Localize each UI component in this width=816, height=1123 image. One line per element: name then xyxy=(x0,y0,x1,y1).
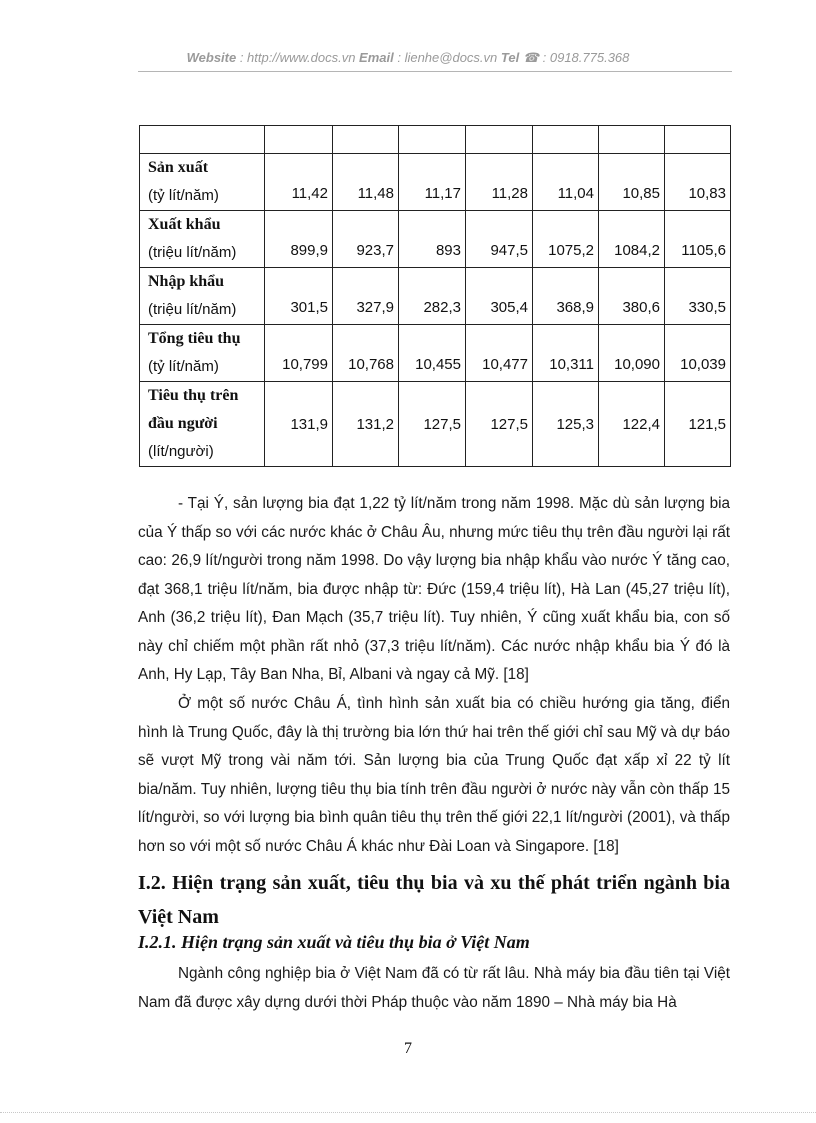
row-name: Sản xuất xyxy=(148,159,209,176)
row-name: Xuất khẩu xyxy=(148,216,221,233)
table-row xyxy=(140,154,731,211)
table-cell: 368,9 xyxy=(533,268,599,325)
table-cell: 1075,2 xyxy=(533,211,599,268)
tel-label: Tel xyxy=(500,50,520,65)
email-address[interactable]: : lienhe@docs.vn xyxy=(393,50,501,65)
table-cell: 122,4 xyxy=(599,382,665,467)
row-unit: (tỷ lít/năm) xyxy=(148,187,219,204)
section-heading: I.2. Hiện trạng sản xuất, tiêu thụ bia và xu thế phát triển ngành bia Việt Nam xyxy=(138,872,730,928)
table-cell: 10,83 xyxy=(665,154,731,211)
table-cell: 127,5 xyxy=(399,382,466,467)
row-label xyxy=(140,211,265,268)
row-label xyxy=(140,154,265,211)
row-label xyxy=(140,382,265,467)
table-cell: 282,3 xyxy=(399,268,466,325)
website-url[interactable]: : http://www.docs.vn xyxy=(236,50,360,65)
row-name: Tiêu thụ trên xyxy=(148,387,239,404)
paragraph-text: Ngành công nghiệp bia ở Việt Nam đã có từ rất lâu. Nhà máy bia đầu tiên tại Việt Nam đã được xây dựng dưới thời Pháp thuộc vào năm 1890 – Nhà máy bia Hà xyxy=(138,965,730,1011)
paragraph-vietnam xyxy=(138,960,730,1017)
table-cell: 121,5 xyxy=(665,382,731,467)
table-cell: 11,04 xyxy=(533,154,599,211)
table-cell: 11,48 xyxy=(333,154,399,211)
table-cell: 947,5 xyxy=(466,211,533,268)
table-cell: 10,477 xyxy=(466,325,533,382)
table-cell: 305,4 xyxy=(466,268,533,325)
table-cell: 127,5 xyxy=(466,382,533,467)
page-header xyxy=(0,50,816,66)
beer-statistics-table xyxy=(139,125,731,467)
table-cell: 1084,2 xyxy=(599,211,665,268)
paragraph-italy xyxy=(138,490,730,690)
table-cell: 10,090 xyxy=(599,325,665,382)
table-cell: 893 xyxy=(399,211,466,268)
table-cell: 125,3 xyxy=(533,382,599,467)
table-row xyxy=(140,382,731,467)
table-cell: 11,28 xyxy=(466,154,533,211)
table-cell: 10,455 xyxy=(399,325,466,382)
row-unit: (lít/người) xyxy=(148,443,214,460)
email-label: Email xyxy=(359,50,394,65)
table-cell: 10,85 xyxy=(599,154,665,211)
page-number: 7 xyxy=(404,1040,412,1057)
table-cell: 1105,6 xyxy=(665,211,731,268)
table-cell: 10,768 xyxy=(333,325,399,382)
subsection-heading: I.2.1. Hiện trạng sản xuất và tiêu thụ bia ở Việt Nam xyxy=(138,932,530,952)
phone-icon: ☎ xyxy=(522,50,540,65)
row-unit: (triệu lít/năm) xyxy=(148,301,237,318)
table-cell: 11,17 xyxy=(399,154,466,211)
table-row xyxy=(140,325,731,382)
row-name: Tổng tiêu thụ xyxy=(148,330,241,347)
table-cell: 10,311 xyxy=(533,325,599,382)
table-cell: 131,9 xyxy=(265,382,333,467)
row-unit: (triệu lít/năm) xyxy=(148,244,237,261)
table-cell: 327,9 xyxy=(333,268,399,325)
table-cell: 10,039 xyxy=(665,325,731,382)
table-cell: 301,5 xyxy=(265,268,333,325)
table-cell: 131,2 xyxy=(333,382,399,467)
website-label: Website xyxy=(186,50,237,65)
paragraph-asia xyxy=(138,690,730,861)
paragraph-text: - Tại Ý, sản lượng bia đạt 1,22 tỷ lít/năm trong năm 1998. Mặc dù sản lượng bia của Ý thấp so với các nước khác ở Châu Âu, nhưng mức tiêu thụ trên đầu người lại rất cao: 26,9 lít/người trong năm 1998. Do vậy lượng bia nhập khẩu vào nước Ý tăng cao, đạt 368,1 triệu lít/năm, bia được nhập từ: Đức (159,4 triệu lít), Hà Lan (45,27 triệu lít), Anh (36,2 triệu lít), Đan Mạch (35,7 triệu lít). Tuy nhiên, Ý cũng xuất khẩu bia, con số này chỉ chiếm một phần rất nhỏ (37,3 triệu lít/năm). Các nước nhập khẩu bia Ý đó là Anh, Hy Lạp, Tây Ban Nha, Bỉ, Albani và ngay cả Mỹ. [18] xyxy=(138,495,730,683)
table-cell: 330,5 xyxy=(665,268,731,325)
paragraph-text: Ở một số nước Châu Á, tình hình sản xuất bia có chiều hướng gia tăng, điển hình là Trung Quốc, đây là thị trường bia lớn thứ hai trên thế giới chỉ sau Mỹ và dự báo sẽ vượt Mỹ trong vài năm tới. Sản lượng bia của Trung Quốc đạt xấp xỉ 22 tỷ lít bia/năm. Tuy nhiên, lượng tiêu thụ bia tính trên đầu người ở nước này vẫn còn thấp 15 lít/người, so với lượng bia bình quân tiêu thụ trên thế giới 22,1 lít/người (2001), và thấp hơn so với một số nước Châu Á khác như Đài Loan và Singapore. [18] xyxy=(138,695,730,855)
row-label xyxy=(140,325,265,382)
phone-number: : 0918.775.368 xyxy=(539,50,630,65)
table-row xyxy=(140,268,731,325)
row-unit: (tỷ lít/năm) xyxy=(148,358,219,375)
table-cell: 899,9 xyxy=(265,211,333,268)
table-cell: 10,799 xyxy=(265,325,333,382)
footer-divider xyxy=(0,1112,816,1113)
row-name-continued: đầu người xyxy=(148,415,218,432)
header-divider xyxy=(138,71,732,72)
table-cell: 923,7 xyxy=(333,211,399,268)
table-cell: 11,42 xyxy=(265,154,333,211)
table-row xyxy=(140,211,731,268)
table-header-row xyxy=(140,126,731,154)
row-label xyxy=(140,268,265,325)
table-cell: 380,6 xyxy=(599,268,665,325)
row-name: Nhập khẩu xyxy=(148,273,225,290)
